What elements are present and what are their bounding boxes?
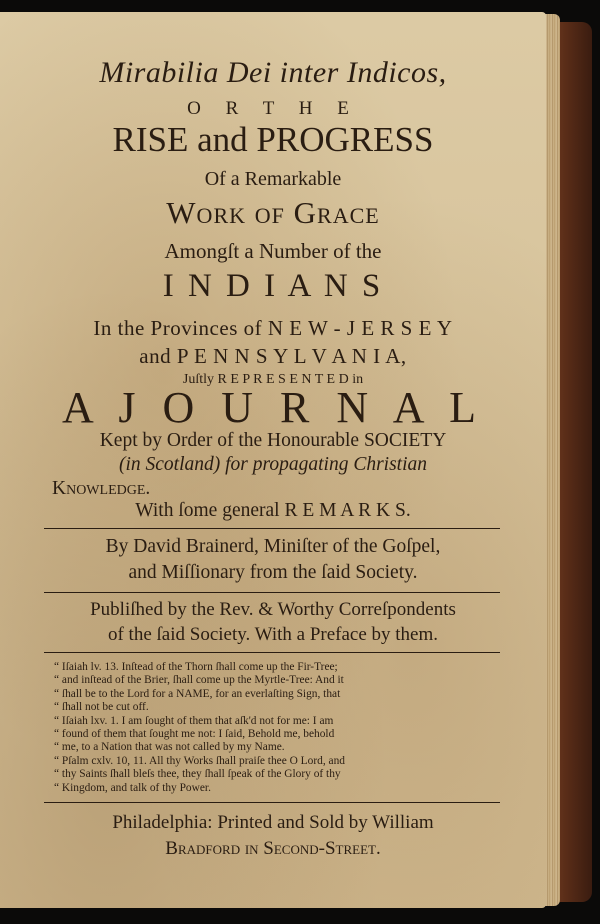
motto-line: “ Kingdom, and talk of thy Power. — [54, 781, 211, 794]
a-journal-heading: A J O U R N A L — [62, 383, 484, 432]
motto-line: “ Iſaiah lxv. 1. I am ſought of them that aſk'd not for me: I am — [54, 714, 334, 727]
scripture-mottos — [54, 661, 494, 795]
motto-line: “ Iſaiah lv. 13. Inſtead of the Thorn ſhall come up the Fir-Tree; — [54, 661, 338, 673]
divider-rule-3 — [44, 652, 500, 653]
motto-line: “ thy Saints ſhall bleſs thee, they ſhall ſpeak of the Glory of thy — [54, 768, 341, 781]
title-page — [0, 12, 546, 908]
justly-represented: Juſtly R E P R E S E N T E D in — [182, 372, 364, 387]
provinces-line-1: In the Provinces of N E W - J E R S E Y — [93, 316, 453, 340]
motto-line: “ ſhall not be cut off. — [54, 701, 149, 714]
author-line-2: and Miſſionary from the ſaid Society. — [128, 562, 418, 583]
published-line-1: Publiſhed by the Rev. & Worthy Correſpondents — [90, 599, 456, 620]
divider-rule-1 — [44, 528, 500, 529]
imprint-line-1: Philadelphia: Printed and Sold by William — [112, 812, 434, 833]
provinces-line-2: and P E N N S Y L V A N I A, — [139, 344, 407, 368]
general-remarks: With ſome general R E M A R K S. — [135, 500, 411, 521]
author-line-1: By David Brainerd, Miniſter of the Goſpel, — [105, 536, 441, 557]
published-line-2: of the ſaid Society. With a Preface by them. — [107, 624, 439, 645]
title-latin: Mirabilia Dei inter Indicos, — [99, 56, 447, 89]
kept-by-order-line-2: (in Scotland) for propagating Christian — [118, 454, 428, 475]
motto-line: “ ſhall be to the Lord for a NAME, for an everlaſting Sign, that — [54, 687, 341, 700]
indians-heading: I N D I A N S — [162, 268, 384, 304]
of-a-remarkable: Of a Remarkable — [204, 168, 342, 190]
imprint-line-2: Bradford in Second-Street. — [165, 838, 381, 859]
divider-rule-4 — [44, 802, 500, 803]
kept-by-order-line-1: Kept by Order of the Honourable SOCIETY — [99, 430, 447, 451]
rise-and-progress: RISE and PROGRESS — [112, 120, 434, 159]
kept-by-order-line-3: Knowledge. — [52, 478, 151, 499]
motto-line: “ and inſtead of the Brier, ſhall come up the Myrtle-Tree: And it — [54, 674, 344, 687]
amongst-number: Amongſt a Number of the — [164, 239, 382, 263]
or-the: O R T H E — [187, 98, 359, 119]
work-of-grace: Work of Grace — [166, 195, 380, 230]
divider-rule-2 — [44, 592, 500, 593]
motto-line: “ found of them that ſought me not: I ſaid, Behold me, behold — [54, 728, 335, 741]
motto-line: “ me, to a Nation that was not called by my Name. — [54, 741, 285, 754]
motto-line: “ Pſalm cxlv. 10, 11. All thy Works ſhall praiſe thee O Lord, and — [54, 754, 345, 767]
